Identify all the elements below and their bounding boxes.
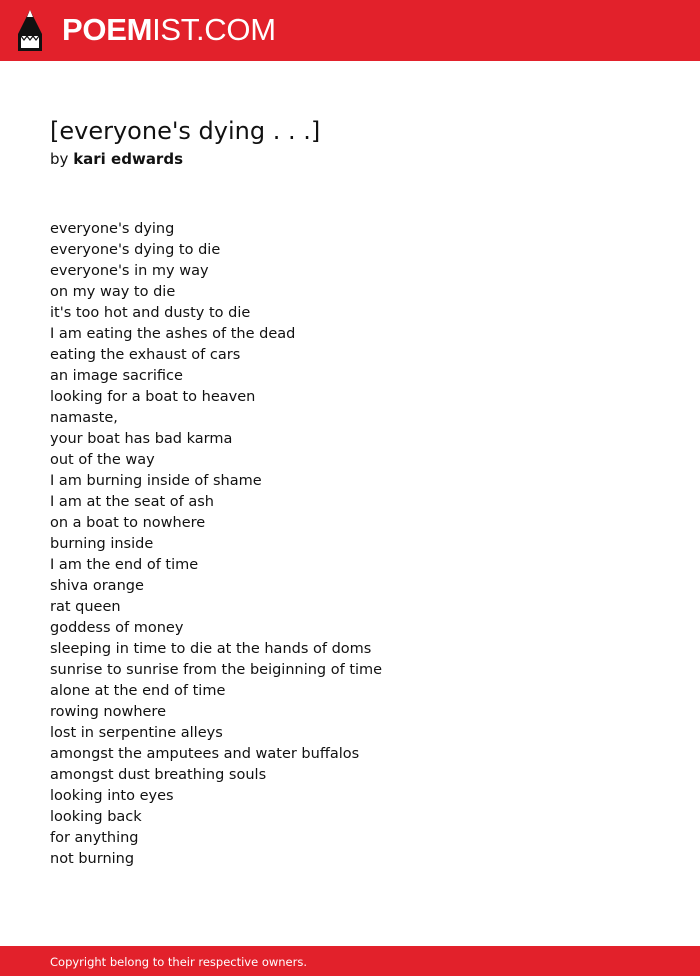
poem-line: I am burning inside of shame: [50, 473, 262, 489]
logo-light-text: IST.COM: [152, 12, 276, 47]
byline: [50, 149, 183, 169]
poem-line: everyone's in my way: [50, 263, 209, 279]
poem-line: looking for a boat to heaven: [50, 389, 256, 405]
poem-line: eating the exhaust of cars: [50, 347, 241, 363]
poem-line: on a boat to nowhere: [50, 515, 206, 531]
poem-line: sleeping in time to die at the hands of doms: [50, 641, 372, 657]
poem-line: it's too hot and dusty to die: [50, 305, 251, 321]
site-footer: [0, 946, 700, 976]
poem-line: your boat has bad karma: [50, 431, 233, 447]
poem-line: out of the way: [50, 452, 155, 468]
poem-line: lost in serpentine alleys: [50, 725, 223, 741]
by-label: by: [50, 150, 69, 168]
poem-line: I am the end of time: [50, 557, 199, 573]
site-logo[interactable]: [62, 12, 276, 48]
copyright-text: Copyright belong to their respective owners.: [50, 955, 308, 969]
poem-line: rowing nowhere: [50, 704, 166, 720]
poem-line: amongst dust breathing souls: [50, 767, 267, 783]
poem-line: I am at the seat of ash: [50, 494, 214, 510]
poem-line: goddess of money: [50, 620, 184, 636]
poem-line: for anything: [50, 830, 139, 846]
poem-line: on my way to die: [50, 284, 176, 300]
poem-body: [50, 219, 382, 870]
site-header: [0, 0, 700, 61]
poem-line: looking into eyes: [50, 788, 174, 804]
poem-line: not burning: [50, 851, 135, 867]
poem-line: an image sacrifice: [50, 368, 183, 384]
poem-line: I am eating the ashes of the dead: [50, 326, 296, 342]
logo-bold-text: POEM: [62, 12, 153, 47]
poem-line: namaste,: [50, 410, 118, 426]
poem-title: [everyone's dying . . .]: [50, 117, 321, 145]
pencil-icon[interactable]: [17, 9, 43, 52]
poem-line: everyone's dying: [50, 221, 175, 237]
poem-line: burning inside: [50, 536, 154, 552]
poem-line: looking back: [50, 809, 142, 825]
poem-line: alone at the end of time: [50, 683, 226, 699]
poem-line: amongst the amputees and water buffalos: [50, 746, 360, 762]
poem-line: sunrise to sunrise from the beiginning of time: [50, 662, 383, 678]
poem-line: rat queen: [50, 599, 121, 615]
poem-line: everyone's dying to die: [50, 242, 221, 258]
poem-line: shiva orange: [50, 578, 144, 594]
author-name: kari edwards: [73, 150, 183, 168]
